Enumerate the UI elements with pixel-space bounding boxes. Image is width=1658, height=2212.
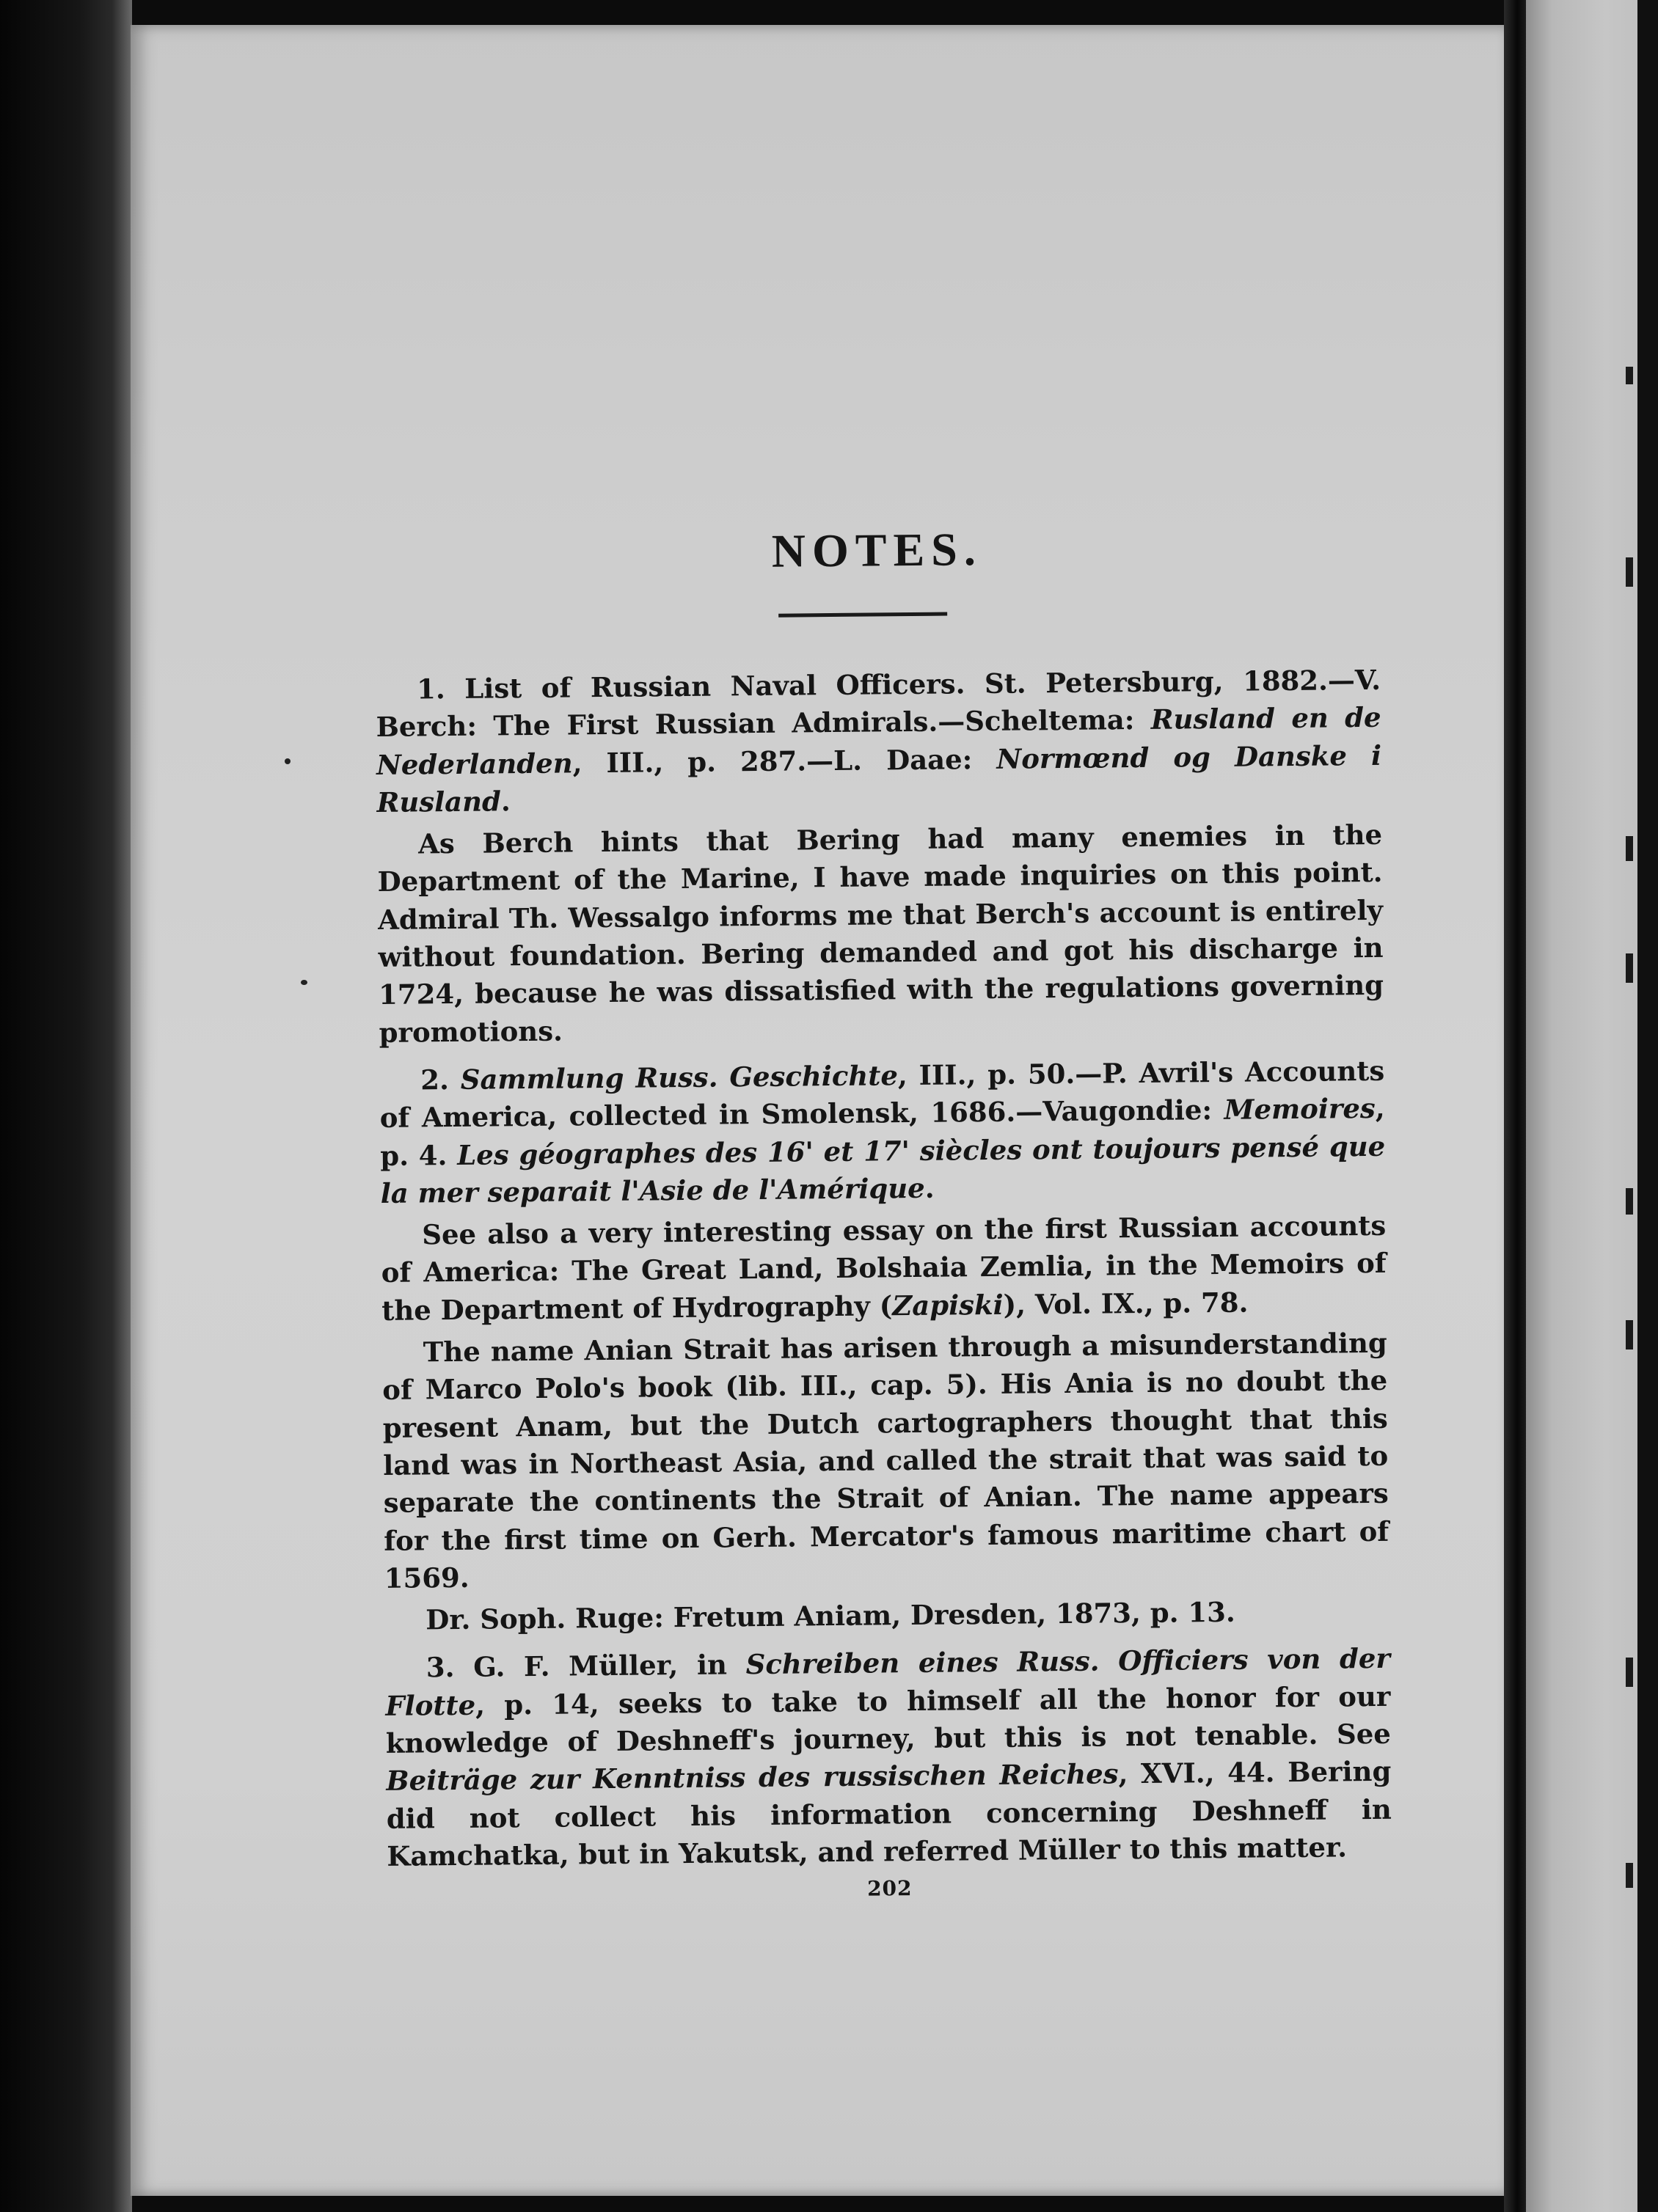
text: , XVI., 44. Bering did not collect his information concerning Deshneff in Kamchatka, but in Yakutsk, and referred Müller to this matter. [386, 1755, 1392, 1872]
text: See also a very interesting essay on the first Russian accounts of America: The Great Land, Bolshaia Zemlia, in the Memoirs of the Department of Hydrography ( [381, 1209, 1387, 1327]
note-paragraph [381, 1207, 1387, 1330]
right-page-gutter [1504, 0, 1526, 2212]
note-paragraph [385, 1640, 1392, 1875]
text: , III., p. 287.—L. Daae: [572, 742, 997, 780]
italic-text: Memoires [1224, 1092, 1376, 1127]
italic-text: Zapiski [892, 1288, 1004, 1322]
text: ), Vol. IX., p. 78. [1003, 1286, 1249, 1321]
text: 2. [420, 1063, 461, 1096]
left-book-edge [0, 0, 132, 2212]
text: The name Anian Strait has arisen through a misunderstanding of Marco Polo's book (lib. III., cap. 5). His Ania is no doubt the present Anam, but the Dutch cartographers thought that this land was in Northeast Asia, and called the strait that was said to separate the continents the Strait of Anian. The name appears for the first time on Gerh. Mercator's famous maritime chart of 1569. [382, 1326, 1389, 1594]
text: . [500, 785, 511, 818]
adjacent-page-edge [1526, 0, 1658, 2212]
page-content [374, 519, 1392, 1905]
note-paragraph [379, 1052, 1386, 1212]
text: . [924, 1171, 935, 1204]
italic-text: Rusland en de Nederlanden [376, 701, 1381, 781]
text: 1. List of Russian Naval Officers. St. Petersburg, 1882.—V. Berch: The First Russian Admirals.—Scheltema: [376, 663, 1381, 744]
ink-speck [301, 980, 307, 985]
italic-text: Normœnd og Danske i Rusland [376, 739, 1382, 818]
italic-text: Sammlung Russ. Geschichte [460, 1059, 899, 1096]
page-title: NOTES. [771, 523, 983, 577]
title-rule [778, 612, 947, 618]
ink-speck [285, 758, 291, 764]
page-number: 202 [866, 1876, 913, 1901]
text: , p. 14, seeks to take to himself all the honor for our knowledge of Deshneff's journey, but this is not tenable. See [385, 1680, 1392, 1759]
note-paragraph [376, 662, 1382, 821]
italic-text: Les géographes des 16' et 17' siècles ont toujours pensé que la mer separait l'Asie de l'Amérique [380, 1129, 1386, 1209]
notes-body [376, 662, 1392, 1875]
italic-text: Schreiben eines Russ. Officiers von der Flotte [385, 1642, 1391, 1722]
text: , p. 4. [380, 1092, 1385, 1172]
note-paragraph [384, 1592, 1389, 1639]
italic-text: Beiträge zur Kenntniss des russischen Reiches [386, 1757, 1119, 1798]
text: 3. G. F. Müller, in [426, 1648, 746, 1684]
note-paragraph [382, 1325, 1389, 1597]
text: As Berch hints that Bering had many enemies in the Department of the Marine, I have made inquiries on this point. Admiral Th. Wessalgo informs me that Berch's account is entirely without foundation. Bering demanded and got his discharge in 1724, because he was dissatisfied with the regulations governing promotions. [377, 818, 1384, 1049]
text: , III., p. 50.—P. Avril's Accounts of America, collected in Smolensk, 1686.—Vaugondie: [379, 1054, 1385, 1135]
text: Dr. Soph. Ruge: Fretum Aniam, Dresden, 1873, p. 13. [426, 1595, 1235, 1636]
note-paragraph [377, 816, 1384, 1052]
